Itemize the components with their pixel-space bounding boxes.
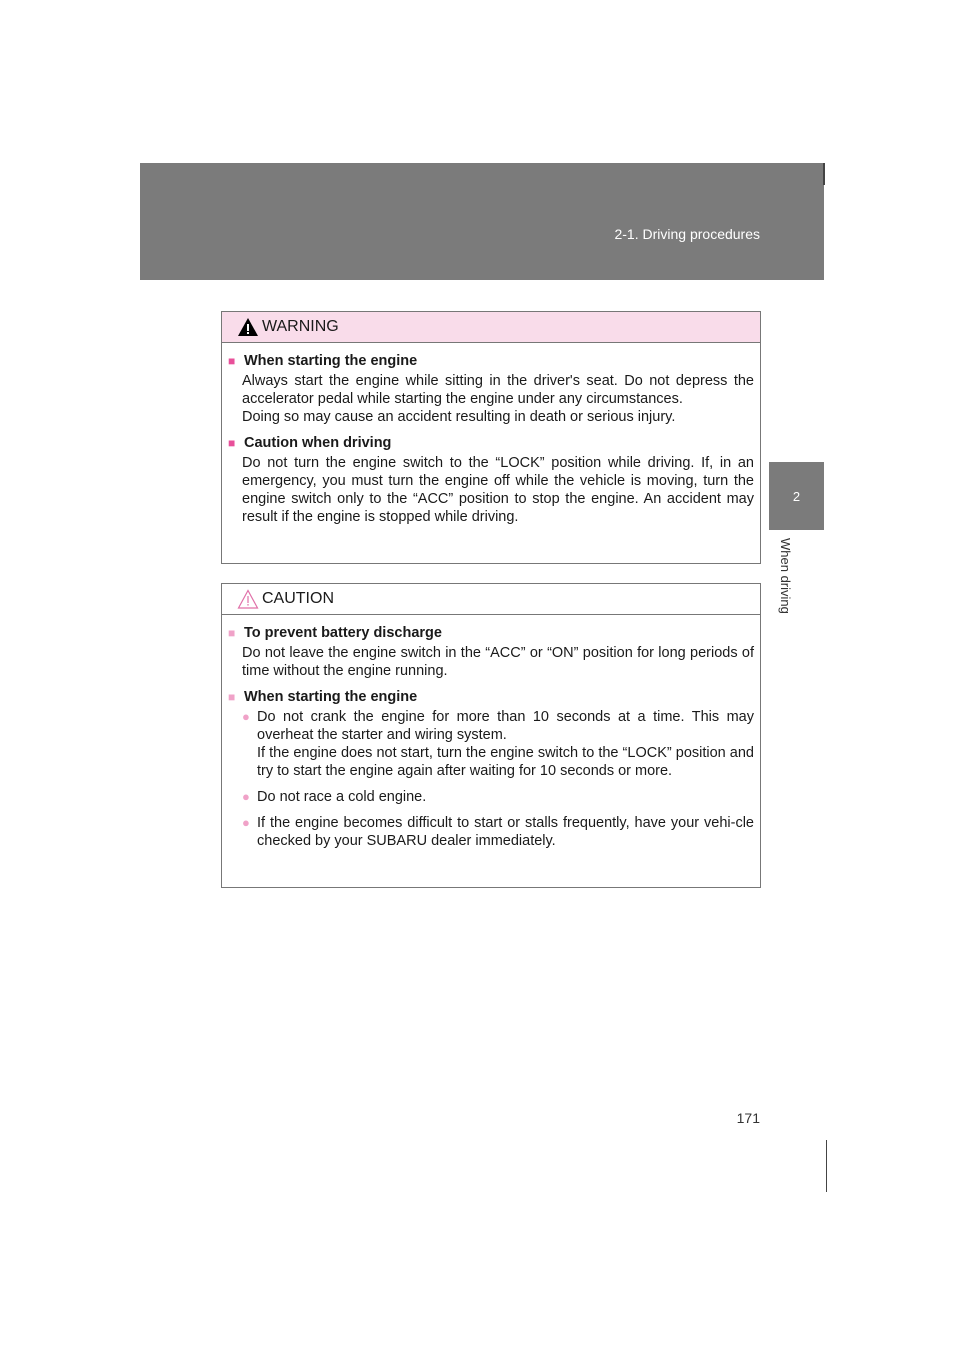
list-item: ● Do not crank the engine for more than 10 seconds at a time. This may overheat the starter and wiring system. If the engine does not start, turn the engine switch to the “LOCK” position and try to start the engine again after waiting for 10 seconds or more. — [242, 709, 754, 779]
warning-section-heading: ■ Caution when driving — [228, 435, 392, 451]
warning-body — [222, 343, 760, 526]
square-bullet-icon: ■ — [228, 626, 236, 640]
list-item: ● Do not race a cold engine. — [242, 789, 427, 805]
caution-body — [222, 615, 760, 850]
page-header-band — [140, 163, 824, 280]
circle-bullet-icon: ● — [242, 789, 250, 804]
warning-paragraph: Do not turn the engine switch to the “LOCK” position while driving. If, in an emergency, you must turn the engine off while the vehicle is moving, turn the engine switch only to the “ACC” position to stop the engine. An accident may result if the engine is stopped while driving. — [242, 455, 754, 525]
warning-title: WARNING — [262, 318, 339, 335]
list-item: ● If the engine becomes difficult to start or stalls frequently, have your vehi-cle checked by your SUBARU dealer immediately. — [242, 815, 754, 849]
chapter-label: When driving — [778, 538, 793, 614]
square-bullet-icon: ■ — [228, 354, 236, 368]
chapter-tab — [769, 462, 824, 530]
circle-bullet-icon: ● — [242, 815, 250, 830]
chapter-number: 2 — [792, 489, 801, 504]
crop-mark — [823, 163, 825, 185]
caution-section-heading: ■ When starting the engine — [228, 689, 418, 705]
square-bullet-icon: ■ — [228, 436, 236, 450]
warning-section-heading: ■ When starting the engine — [228, 353, 418, 369]
caution-box — [221, 583, 761, 888]
warning-paragraph: Always start the engine while sitting in the driver's seat. Do not depress the accelerator pedal while starting the engine under any circumstances. Doing so may cause an accident resulting in death or serious injury. — [242, 373, 754, 425]
caution-triangle-icon — [237, 589, 259, 609]
caution-section-heading: ■ To prevent battery discharge — [228, 625, 442, 641]
warning-triangle-icon — [237, 317, 259, 337]
crop-mark — [826, 1140, 827, 1192]
square-bullet-icon: ■ — [228, 690, 236, 704]
circle-bullet-icon: ● — [242, 709, 250, 724]
warning-box — [221, 311, 761, 564]
caution-header — [222, 584, 760, 615]
section-title: 2-1. Driving procedures — [614, 226, 760, 242]
caution-paragraph: Do not leave the engine switch in the “ACC” or “ON” position for long periods of time without the engine running. — [242, 645, 754, 679]
caution-title: CAUTION — [262, 590, 334, 607]
warning-header — [222, 312, 760, 343]
page-number: 171 — [736, 1110, 760, 1126]
